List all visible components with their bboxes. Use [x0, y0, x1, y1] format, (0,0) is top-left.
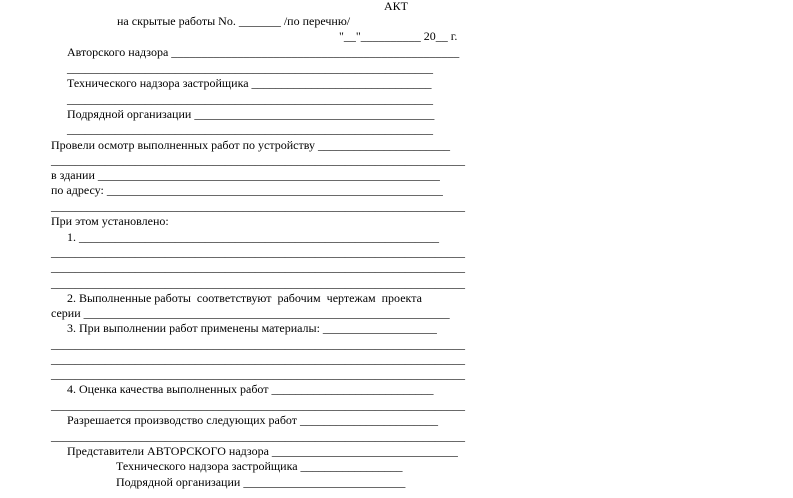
address-continuation: _____________________________________________________________________ — [51, 199, 465, 213]
contractor-continuation: _____________________________________________________________ — [67, 122, 433, 136]
finding-item-2: 2. Выполненные работы соответствуют рабочим чертежам проекта — [67, 291, 422, 305]
findings-heading: При этом установлено: — [51, 214, 169, 228]
signature-author-supervision: Представители АВТОРСКОГО надзора _______________________________ — [67, 444, 458, 458]
finding-item-4-continuation: _____________________________________________________________________ — [51, 398, 465, 412]
document-subtitle: на скрытые работы No. _______ /по перечню/ — [117, 14, 351, 28]
technical-supervision-continuation: _____________________________________________________________ — [67, 92, 433, 106]
document-title: АКТ — [384, 0, 408, 13]
building-line: в здании _________________________________________________________ — [51, 168, 440, 182]
signature-technical-supervision: Технического надзора застройщика _________________ — [116, 459, 403, 473]
address-line: по адресу: ________________________________________________________ — [51, 183, 443, 197]
inspection-line: Провели осмотр выполненных работ по устройству ______________________ — [51, 138, 450, 152]
finding-item-4: 4. Оценка качества выполненных работ ___________________________ — [67, 382, 434, 396]
finding-item-1: 1. ____________________________________________________________ — [67, 230, 439, 244]
permission-continuation: _____________________________________________________________________ — [51, 429, 465, 443]
finding-item-3-continuation: _____________________________________________________________________ — [51, 337, 465, 351]
finding-item-1-continuation: _____________________________________________________________________ — [51, 276, 465, 290]
signature-contractor: Подрядной организации ___________________________ — [116, 475, 406, 489]
date-line: "__"__________ 20__ г. — [339, 29, 458, 43]
inspection-continuation: _____________________________________________________________________ — [51, 153, 465, 167]
finding-item-1-continuation: _____________________________________________________________________ — [51, 260, 465, 274]
permission-line: Разрешается производство следующих работ _______________________ — [67, 413, 439, 427]
technical-supervision-line: Технического надзора застройщика ______________________________ — [67, 76, 432, 90]
author-supervision-continuation: _____________________________________________________________ — [67, 61, 433, 75]
finding-item-3-continuation: _____________________________________________________________________ — [51, 367, 465, 381]
contractor-line: Подрядной организации ________________________________________ — [67, 107, 435, 121]
finding-item-2-series: серии _____________________________________________________________ — [51, 306, 450, 320]
finding-item-3: 3. При выполнении работ применены материалы: ___________________ — [67, 321, 437, 335]
finding-item-3-continuation: _____________________________________________________________________ — [51, 352, 465, 366]
author-supervision-line: Авторского надзора ________________________________________________ — [67, 45, 460, 59]
finding-item-1-continuation: _____________________________________________________________________ — [51, 245, 465, 259]
